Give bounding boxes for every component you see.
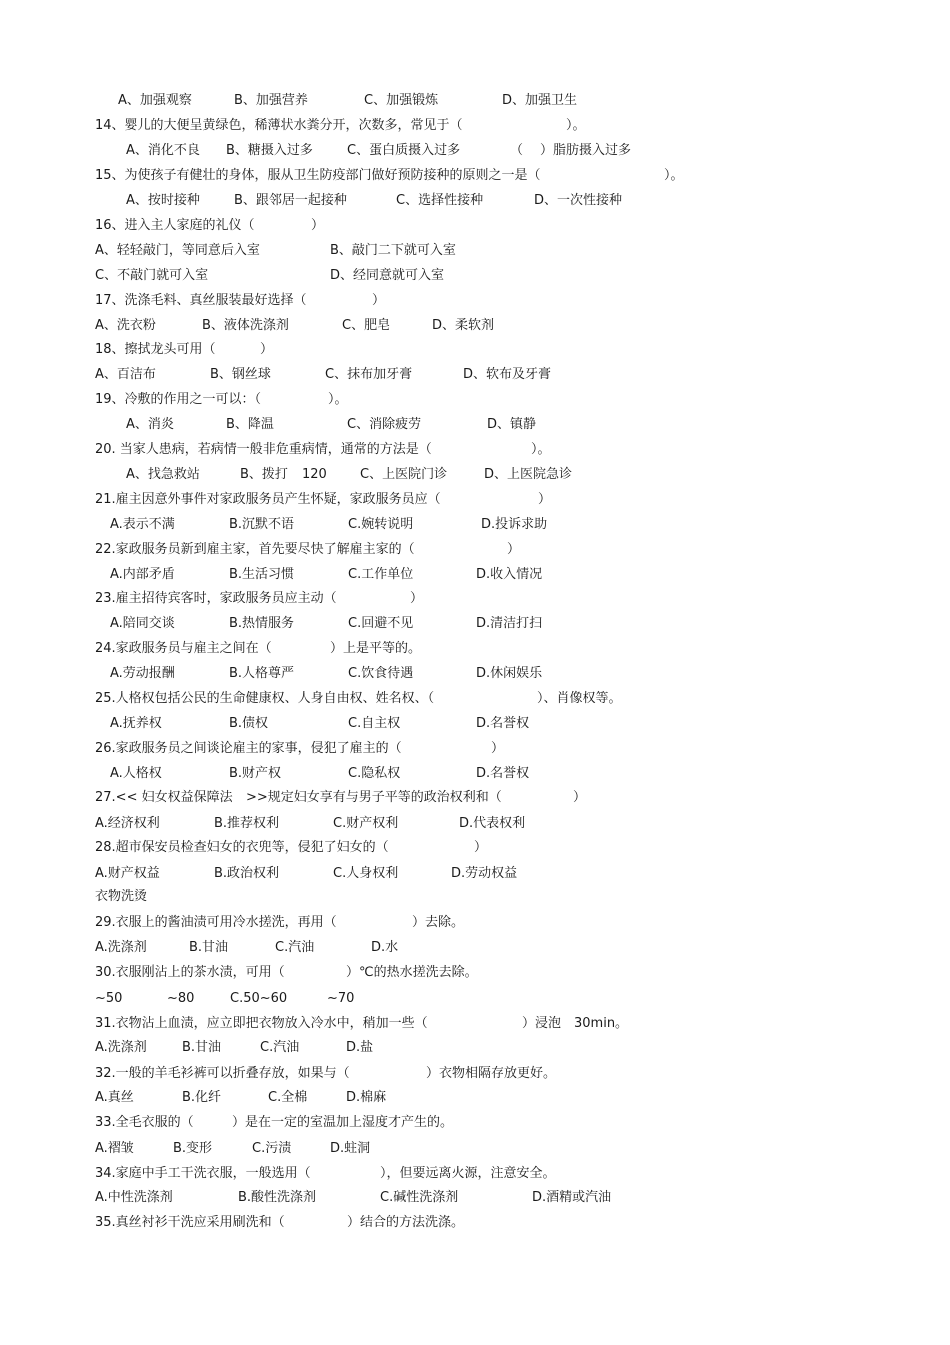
text-segment: D.劳动权益 [451, 866, 518, 881]
text-segment: C.全棉 [268, 1090, 308, 1105]
text-segment: 20. 当家人患病，若病情一般非危重病情，通常的方法是（ [95, 442, 432, 457]
text-segment: ） [410, 591, 424, 606]
text-segment: 34.家庭中手工干洗衣服，一般选用（ [95, 1166, 311, 1181]
text-line [0, 415, 950, 435]
text-line [0, 1188, 950, 1208]
text-line [0, 739, 950, 759]
text-segment: ） [573, 790, 587, 805]
text-line [0, 788, 950, 808]
text-segment: D.休闲娱乐 [476, 666, 543, 681]
text-line [0, 1139, 950, 1159]
text-line [0, 141, 950, 161]
text-segment: ）。 [566, 118, 586, 133]
text-segment: 31.衣物沾上血渍，应立即把衣物放入冷水中，稍加一些（ [95, 1016, 428, 1031]
text-line [0, 1088, 950, 1108]
text-line [0, 963, 950, 983]
text-line [0, 365, 950, 385]
text-segment: A、加强观察 [118, 93, 192, 108]
text-segment: ）脂肪摄入过多 [540, 143, 632, 158]
text-line [0, 938, 950, 958]
text-segment: A、按时接种 [126, 193, 200, 208]
text-segment: ）浸泡 [522, 1016, 562, 1031]
text-segment: A.抚养权 [110, 716, 162, 731]
text-segment: A.内部矛盾 [110, 567, 175, 582]
text-segment: C.汽油 [260, 1040, 300, 1055]
text-segment: A、消炎 [126, 417, 174, 432]
text-line [0, 565, 950, 585]
text-segment: D.酒精或汽油 [532, 1190, 612, 1205]
text-line [0, 191, 950, 211]
text-segment: C.污渍 [252, 1141, 292, 1156]
text-line [0, 1038, 950, 1058]
text-segment: D、经同意就可入室 [330, 268, 445, 283]
text-segment: B、液体洗涤剂 [202, 318, 289, 333]
text-segment: 25.人格权包括公民的生命健康权、人身自由权、姓名权、（ [95, 691, 435, 706]
text-line [0, 340, 950, 360]
text-segment: B、降温 [226, 417, 274, 432]
text-line [0, 1014, 950, 1034]
text-line [0, 614, 950, 634]
text-line [0, 490, 950, 510]
text-segment: C、抹布加牙膏 [325, 367, 413, 382]
text-segment: C.婉转说明 [348, 517, 414, 532]
text-segment: B.甘油 [189, 940, 229, 955]
text-segment: 19、冷敷的作用之一可以：（ [95, 392, 262, 407]
text-segment: A、洗衣粉 [95, 318, 156, 333]
text-line [0, 714, 950, 734]
text-line [0, 639, 950, 659]
text-segment: 26.家政服务员之间谈论雇主的家事，侵犯了雇主的（ [95, 741, 402, 756]
text-segment: D.收入情况 [476, 567, 543, 582]
text-segment: A、轻轻敲门，等同意后入室 [95, 243, 260, 258]
text-line [0, 216, 950, 236]
text-segment: C、蛋白质摄入过多 [347, 143, 461, 158]
text-line [0, 515, 950, 535]
text-segment: A、百洁布 [95, 367, 156, 382]
text-segment: A.中性洗涤剂 [95, 1190, 173, 1205]
text-segment: C、加强锻炼 [364, 93, 439, 108]
text-segment: B、拨打 [240, 467, 288, 482]
text-segment: D、上医院急诊 [484, 467, 573, 482]
text-segment: C.自主权 [348, 716, 401, 731]
text-line [0, 116, 950, 136]
text-segment: 18、擦拭龙头可用（ [95, 342, 216, 357]
text-segment: C.人身权利 [333, 866, 399, 881]
text-segment: 15、为使孩子有健壮的身体，服从卫生防疫部门做好预防接种的原则之一是（ [95, 168, 541, 183]
text-segment: ） [311, 218, 325, 233]
text-segment: C.回避不见 [348, 616, 414, 631]
text-line [0, 838, 950, 858]
text-segment: B.化纤 [182, 1090, 222, 1105]
text-segment: ） [491, 741, 505, 756]
text-segment: 23.雇主招待宾客时，家政服务员应主动（ [95, 591, 337, 606]
text-segment: C、不敲门就可入室 [95, 268, 209, 283]
text-segment: 29.衣服上的酱油渍可用冷水搓洗，再用（ [95, 915, 337, 930]
text-segment: A.财产权益 [95, 866, 160, 881]
text-line [0, 1064, 950, 1084]
text-segment: C、上医院门诊 [360, 467, 448, 482]
text-segment: ）。 [328, 392, 348, 407]
text-segment: 22.家政服务员新到雇主家，首先要尽快了解雇主家的（ [95, 542, 415, 557]
text-segment: B.酸性洗涤剂 [238, 1190, 317, 1205]
text-segment: D、柔软剂 [432, 318, 495, 333]
text-segment: 21.雇主因意外事件对家政服务员产生怀疑，家政服务员应（ [95, 492, 441, 507]
text-segment: D.名誉权 [476, 716, 530, 731]
text-line [0, 91, 950, 111]
text-line [0, 540, 950, 560]
text-segment: C、选择性接种 [396, 193, 484, 208]
text-segment: B.推荐权利 [214, 816, 280, 831]
text-line [0, 465, 950, 485]
text-segment: ）结合的方法洗涤。 [347, 1215, 465, 1230]
text-segment: B.甘油 [182, 1040, 222, 1055]
text-segment: ）。 [664, 168, 684, 183]
text-segment: 32.一般的羊毛衫裤可以折叠存放，如果与（ [95, 1066, 350, 1081]
text-segment: C.汽油 [275, 940, 315, 955]
text-segment: A.洗涤剂 [95, 940, 147, 955]
text-segment: ）。 [531, 442, 551, 457]
text-segment: D.投诉求助 [481, 517, 548, 532]
text-segment: ）上是平等的。 [330, 641, 422, 656]
text-segment: C.隐私权 [348, 766, 401, 781]
text-segment: B.政治权利 [214, 866, 280, 881]
text-segment: ） [372, 293, 386, 308]
text-line [0, 814, 950, 834]
text-segment: C.50~60 [230, 991, 288, 1006]
text-line [0, 166, 950, 186]
text-segment: 24.家政服务员与雇主之间在（ [95, 641, 272, 656]
text-segment: D.名誉权 [476, 766, 530, 781]
text-line [0, 864, 950, 884]
text-line [0, 291, 950, 311]
text-line [0, 241, 950, 261]
text-segment: D.盐 [346, 1040, 374, 1055]
text-segment: ）衣物相隔存放更好。 [426, 1066, 557, 1081]
text-segment: D、加强卫生 [502, 93, 578, 108]
text-line [0, 316, 950, 336]
text-segment: >>规定妇女享有与男子平等的政治权利和（ [246, 790, 502, 805]
text-segment: B、钢丝球 [210, 367, 271, 382]
text-line [0, 390, 950, 410]
text-segment: B、糖摄入过多 [226, 143, 313, 158]
text-segment: 30.衣服刚沾上的茶水渍，可用（ [95, 965, 285, 980]
text-segment: C.饮食待遇 [348, 666, 414, 681]
text-segment: ~80 [167, 991, 195, 1006]
text-segment: ），但要远离火源，注意安全。 [380, 1166, 556, 1181]
text-segment: B.生活习惯 [229, 567, 295, 582]
text-segment: C、肥皂 [342, 318, 391, 333]
text-segment: ） [507, 542, 521, 557]
text-segment: B.沉默不语 [229, 517, 295, 532]
text-segment: D.棉麻 [346, 1090, 387, 1105]
text-segment: 16、进入主人家庭的礼仪（ [95, 218, 255, 233]
text-segment: 28.超市保安员检查妇女的衣兜等，侵犯了妇女的（ [95, 840, 389, 855]
text-segment: 120 [302, 467, 327, 482]
text-segment: B.人格尊严 [229, 666, 295, 681]
text-line [0, 913, 950, 933]
text-line [0, 1213, 950, 1233]
text-segment: 14、婴儿的大便呈黄绿色，稀薄状水粪分开，次数多，常见于（ [95, 118, 463, 133]
text-segment: ）、肖像权等。 [537, 691, 622, 706]
text-line [0, 764, 950, 784]
text-segment: 17、洗涤毛料、真丝服装最好选择（ [95, 293, 307, 308]
text-segment: ~50 [95, 991, 123, 1006]
text-segment: 衣物洗烫 [95, 889, 148, 904]
text-segment: D.水 [371, 940, 399, 955]
text-segment: B.变形 [173, 1141, 213, 1156]
text-segment: ）是在一定的室温加上湿度才产生的。 [232, 1115, 454, 1130]
text-segment: ~70 [327, 991, 355, 1006]
text-segment: 30min。 [574, 1016, 629, 1031]
text-line [0, 589, 950, 609]
text-segment: C.财产权利 [333, 816, 399, 831]
text-segment: A.劳动报酬 [110, 666, 175, 681]
text-segment: A、找急救站 [126, 467, 200, 482]
text-line [0, 989, 950, 1009]
text-segment: C、消除疲劳 [347, 417, 422, 432]
text-segment: D、软布及牙膏 [463, 367, 552, 382]
text-segment: D.清洁打扫 [476, 616, 543, 631]
text-segment: A.褶皱 [95, 1141, 134, 1156]
text-segment: （ [510, 143, 524, 158]
text-segment: B、加强营养 [234, 93, 308, 108]
text-segment: ）℃的热水搓洗去除。 [346, 965, 478, 980]
text-segment: A.真丝 [95, 1090, 134, 1105]
text-segment: A.人格权 [110, 766, 162, 781]
text-segment: A.经济权利 [95, 816, 160, 831]
text-segment: ） [474, 840, 488, 855]
text-line [0, 266, 950, 286]
text-segment: D、镇静 [487, 417, 537, 432]
text-segment: ） [260, 342, 274, 357]
text-line [0, 664, 950, 684]
text-segment: A.表示不满 [110, 517, 175, 532]
text-segment: C.工作单位 [348, 567, 414, 582]
text-segment: A、消化不良 [126, 143, 200, 158]
text-segment: D、一次性接种 [534, 193, 623, 208]
text-segment: B、跟邻居一起接种 [234, 193, 347, 208]
text-segment: 33.全毛衣服的（ [95, 1115, 194, 1130]
text-segment: B.债权 [229, 716, 269, 731]
text-line [0, 887, 950, 907]
text-segment: D.代表权利 [459, 816, 526, 831]
text-segment: ） [538, 492, 552, 507]
text-line [0, 1164, 950, 1184]
text-line [0, 1113, 950, 1133]
text-segment: B.财产权 [229, 766, 282, 781]
text-line [0, 440, 950, 460]
text-segment: A.陪同交谈 [110, 616, 175, 631]
text-line [0, 689, 950, 709]
text-segment: B、敲门二下就可入室 [330, 243, 456, 258]
text-segment: 35.真丝衬衫干洗应采用刷洗和（ [95, 1215, 285, 1230]
text-segment: A.洗涤剂 [95, 1040, 147, 1055]
text-segment: D.蛀洞 [330, 1141, 371, 1156]
text-segment: 27.<< 妇女权益保障法 [95, 790, 233, 805]
text-segment: C.碱性洗涤剂 [380, 1190, 459, 1205]
text-segment: B.热情服务 [229, 616, 295, 631]
text-segment: ）去除。 [412, 915, 465, 930]
